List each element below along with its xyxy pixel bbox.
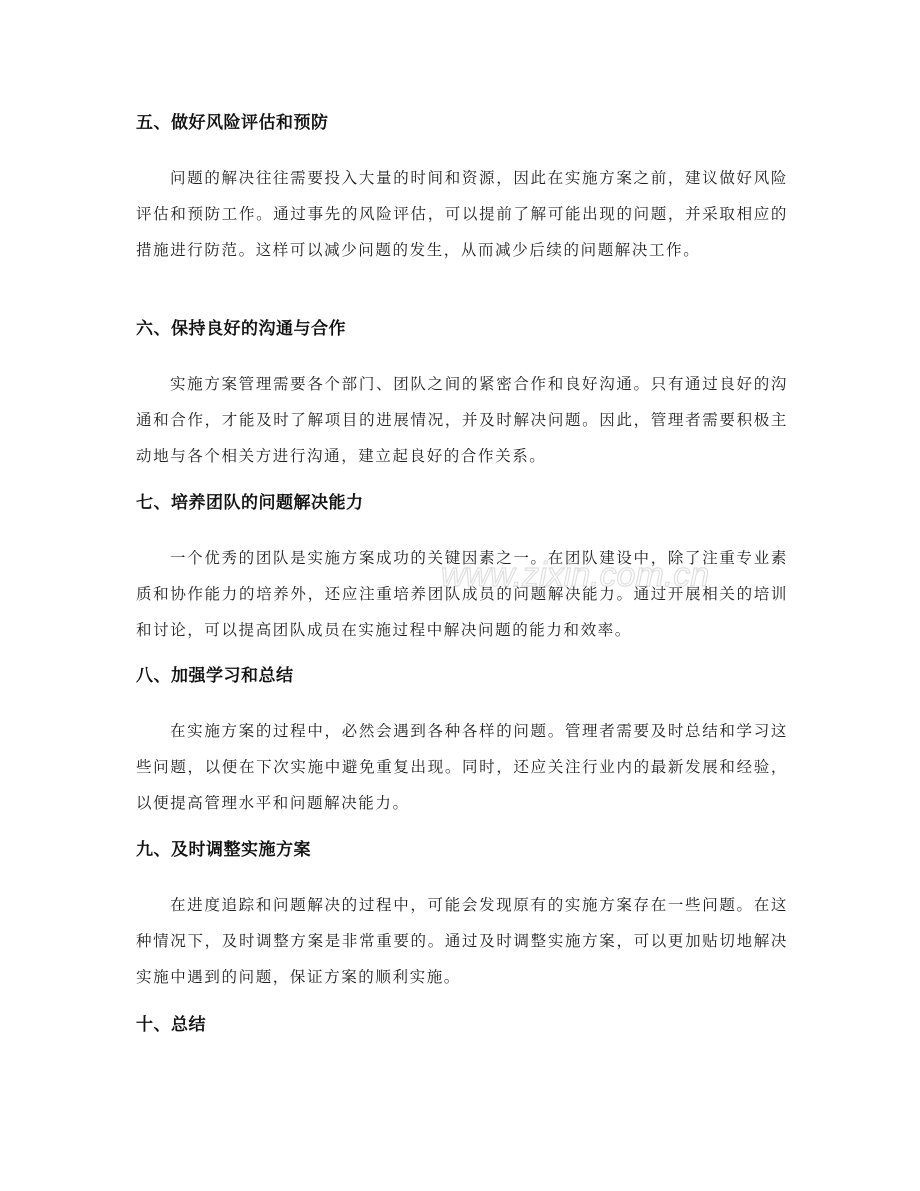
section-8 xyxy=(136,664,788,821)
section-9 xyxy=(136,838,788,995)
section-paragraph: 实施方案管理需要各个部门、团队之间的紧密合作和良好沟通。只有通过良好的沟通和合作，才能及时了解项目的进展情况，并及时解决问题。因此，管理者需要积极主动地与各个相关方进行沟通，建立起良好的合作关系。 xyxy=(136,375,788,465)
section-5 xyxy=(136,111,788,268)
section-heading: 八、加强学习和总结 xyxy=(136,666,294,686)
section-heading: 七、培养团队的问题解决能力 xyxy=(136,493,364,513)
section-paragraph: 一个优秀的团队是实施方案成功的关键因素之一。在团队建设中，除了注重专业素质和协作能力的培养外，还应注重培养团队成员的问题解决能力。通过开展相关的培训和讨论，可以提高团队成员在实施过程中解决问题的能力和效率。 xyxy=(136,549,788,639)
section-paragraph: 在实施方案的过程中，必然会遇到各种各样的问题。管理者需要及时总结和学习这些问题，以便在下次实施中避免重复出现。同时，还应关注行业内的最新发展和经验，以便提高管理水平和问题解决能力。 xyxy=(136,722,788,812)
section-10 xyxy=(136,1013,788,1037)
section-heading: 十、总结 xyxy=(136,1015,206,1035)
section-heading: 九、及时调整实施方案 xyxy=(136,840,311,860)
section-7 xyxy=(136,491,788,648)
section-paragraph: 问题的解决往往需要投入大量的时间和资源，因此在实施方案之前，建议做好风险评估和预防工作。通过事先的风险评估，可以提前了解可能出现的问题，并采取相应的措施进行防范。这样可以减少问题的发生，从而减少后续的问题解决工作。 xyxy=(136,169,788,259)
section-6 xyxy=(136,317,788,474)
section-paragraph: 在进度追踪和问题解决的过程中，可能会发现原有的实施方案存在一些问题。在这种情况下，及时调整方案是非常重要的。通过及时调整实施方案，可以更加贴切地解决实施中遇到的问题，保证方案的顺利实施。 xyxy=(136,896,788,986)
svg-text:www.zixin.com.cn: www.zixin.com.cn xyxy=(440,556,710,594)
section-heading: 五、做好风险评估和预防 xyxy=(136,113,329,133)
section-heading: 六、保持良好的沟通与合作 xyxy=(136,319,346,339)
